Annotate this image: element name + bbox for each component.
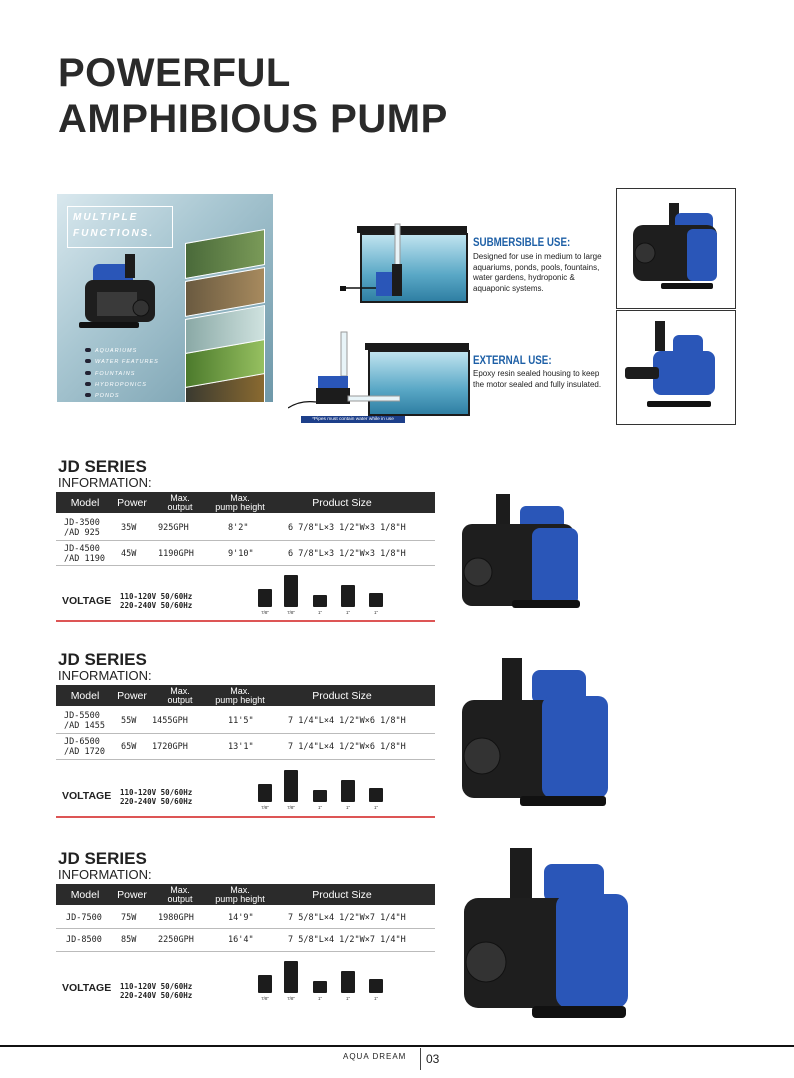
fitting-icon (284, 770, 298, 802)
page-title (58, 50, 448, 142)
col-size: Product Size (312, 497, 372, 509)
table-row-2-model: JD-6500 /AD 1720 (64, 737, 105, 757)
hero-heading-line-1: MULTIPLE (73, 212, 139, 223)
brand-logo: AQUA DREAM (343, 1052, 407, 1061)
pump-photo-2 (456, 656, 612, 822)
fitting-label: 1" (373, 610, 379, 615)
row-divider (56, 565, 435, 566)
list-item: AQUARIUMS (85, 346, 159, 357)
table-row-2-model: JD-4500 /AD 1190 (64, 544, 105, 564)
row-divider (56, 951, 435, 952)
fitting-icon (258, 589, 272, 607)
voltage-label: VOLTAGE (62, 790, 112, 802)
fitting-icon (341, 585, 355, 607)
fitting-label: 1" (345, 996, 351, 1001)
series-title-2: JD SERIES (58, 650, 147, 669)
footer-rule (0, 1045, 794, 1047)
table-header-2 (56, 685, 435, 706)
col-output: Max. output (167, 493, 193, 512)
leaf-icon (85, 393, 91, 397)
fitting-icon (258, 975, 272, 993)
table-row-1-output: 1980GPH (158, 913, 194, 923)
external-use-title: EXTERNAL USE: (473, 355, 552, 367)
fitting-label: 7/8" (261, 610, 269, 615)
table-row-1-height: 11'5" (228, 716, 254, 726)
fitting-icon (313, 981, 327, 993)
hero-uses-list (85, 346, 159, 402)
table-row-1-output: 925GPH (158, 523, 189, 533)
fitting-label: 1" (317, 610, 323, 615)
title-line-1: POWERFUL (58, 51, 291, 95)
row-divider (56, 540, 435, 541)
section-rule (56, 620, 435, 622)
col-power: Power (117, 889, 147, 901)
table-row-1-model: JD-3500 /AD 925 (64, 518, 100, 538)
series-info-1: INFORMATION: (58, 475, 152, 490)
col-model: Model (70, 690, 100, 702)
table-row-1-height: 14'9" (228, 913, 254, 923)
fitting-label: 1" (373, 996, 379, 1001)
hero-heading-line-2: FUNCTIONS. (73, 228, 155, 239)
submersible-pump-photo (616, 188, 736, 309)
fitting-label: 1" (345, 805, 351, 810)
external-use-text: Epoxy resin sealed housing to keep the motor sealed and fully insulated. (473, 369, 602, 389)
table-row-2-power: 65W (121, 742, 137, 752)
col-model: Model (70, 889, 100, 901)
fitting-icon (341, 971, 355, 993)
title-line-2: AMPHIBIOUS PUMP (58, 97, 448, 141)
flower-icon (85, 382, 91, 386)
series-info-3: INFORMATION: (58, 867, 152, 882)
hero-pump-illustration (75, 252, 165, 342)
external-pump-diagram (288, 330, 400, 414)
external-pump-photo (616, 310, 736, 425)
table-row-2-output: 1720GPH (152, 742, 188, 752)
table-header-3 (56, 884, 435, 905)
submersible-pump-diagram (340, 220, 420, 302)
voltage-label: VOLTAGE (62, 595, 112, 607)
list-item: PONDS (85, 391, 159, 402)
fitting-icon (369, 593, 383, 607)
col-power: Power (117, 497, 147, 509)
fitting-icon (341, 780, 355, 802)
fountain-icon (85, 371, 91, 375)
fitting-label: 7/8" (287, 996, 295, 1001)
fitting-icon (313, 595, 327, 607)
table-row-2-power: 45W (121, 549, 137, 559)
list-item: FOUNTAINS (85, 369, 159, 380)
series-info-2: INFORMATION: (58, 668, 152, 683)
table-row-2-size: 7 5/8"L×4 1/2"W×7 1/4"H (288, 935, 406, 945)
fitting-label: 7/8" (287, 805, 295, 810)
table-row-1-power: 55W (121, 716, 137, 726)
section-rule (56, 816, 435, 818)
fitting-icon (313, 790, 327, 802)
series-title-3: JD SERIES (58, 849, 147, 868)
fitting-icon (284, 961, 298, 993)
col-height: Max. pump height (215, 885, 265, 904)
fitting-label: 7/8" (287, 610, 295, 615)
voltage-values: 110-120V 50/60Hz 220-240V 50/60Hz (120, 982, 193, 1000)
col-power: Power (117, 690, 147, 702)
voltage-label: VOLTAGE (62, 982, 112, 994)
col-output: Max. output (167, 686, 193, 705)
fitting-icon (284, 575, 298, 607)
pump-photo-3 (460, 846, 632, 1034)
table-row-1-size: 7 1/4"L×4 1/2"W×6 1/8"H (288, 716, 406, 726)
table-row-1-height: 8'2" (228, 523, 249, 533)
col-output: Max. output (167, 885, 193, 904)
col-size: Product Size (312, 889, 372, 901)
fitting-label: 1" (317, 805, 323, 810)
table-row-1-size: 7 5/8"L×4 1/2"W×7 1/4"H (288, 913, 406, 923)
table-row-2-output: 1190GPH (158, 549, 194, 559)
table-body-1 (56, 513, 435, 621)
table-row-2-model: JD-8500 (66, 935, 102, 945)
row-divider (56, 928, 435, 929)
col-height: Max. pump height (215, 493, 265, 512)
submersible-use-text: Designed for use in medium to large aquariums, ponds, pools, fountains, water gardens, hydroponic & aquaponic systems. (473, 252, 602, 293)
voltage-values: 110-120V 50/60Hz 220-240V 50/60Hz (120, 788, 193, 806)
voltage-values: 110-120V 50/60Hz 220-240V 50/60Hz (120, 592, 193, 610)
col-model: Model (70, 497, 100, 509)
series-title-1: JD SERIES (58, 457, 147, 476)
table-row-1-output: 1455GPH (152, 716, 188, 726)
table-row-1-model: JD-7500 (66, 913, 102, 923)
table-row-1-power: 75W (121, 913, 137, 923)
list-item: WATER FEATURES (85, 357, 159, 368)
table-row-2-height: 13'1" (228, 742, 254, 752)
table-row-2-height: 9'10" (228, 549, 254, 559)
table-row-2-height: 16'4" (228, 935, 254, 945)
water-drop-icon (85, 359, 91, 363)
fitting-icon (369, 979, 383, 993)
fitting-label: 1" (317, 996, 323, 1001)
table-row-1-power: 35W (121, 523, 137, 533)
page-number: 03 (426, 1052, 440, 1066)
table-header-1 (56, 492, 435, 513)
row-divider (56, 759, 435, 760)
external-use-note: *Pipes must contain water while in use (301, 416, 405, 423)
list-item: HYDROPONICS (85, 380, 159, 391)
footer-divider (420, 1048, 421, 1070)
table-row-2-size: 6 7/8"L×3 1/2"W×3 1/8"H (288, 549, 406, 559)
col-size: Product Size (312, 690, 372, 702)
pump-photo-1 (456, 488, 586, 622)
table-row-2-size: 7 1/4"L×4 1/2"W×6 1/8"H (288, 742, 406, 752)
submersible-use-title: SUBMERSIBLE USE: (473, 237, 571, 249)
aquarium-icon (85, 348, 91, 352)
table-row-1-model: JD-5500 /AD 1455 (64, 711, 105, 731)
table-row-1-size: 6 7/8"L×3 1/2"W×3 1/8"H (288, 523, 406, 533)
table-body-2 (56, 706, 435, 818)
fitting-label: 7/8" (261, 996, 269, 1001)
fitting-icon (258, 784, 272, 802)
hero-image (57, 194, 273, 402)
fitting-label: 1" (373, 805, 379, 810)
table-row-2-power: 85W (121, 935, 137, 945)
row-divider (56, 733, 435, 734)
col-height: Max. pump height (215, 686, 265, 705)
fitting-label: 7/8" (261, 805, 269, 810)
fitting-label: 1" (345, 610, 351, 615)
table-body-3 (56, 905, 435, 1017)
table-row-2-output: 2250GPH (158, 935, 194, 945)
fitting-icon (369, 788, 383, 802)
